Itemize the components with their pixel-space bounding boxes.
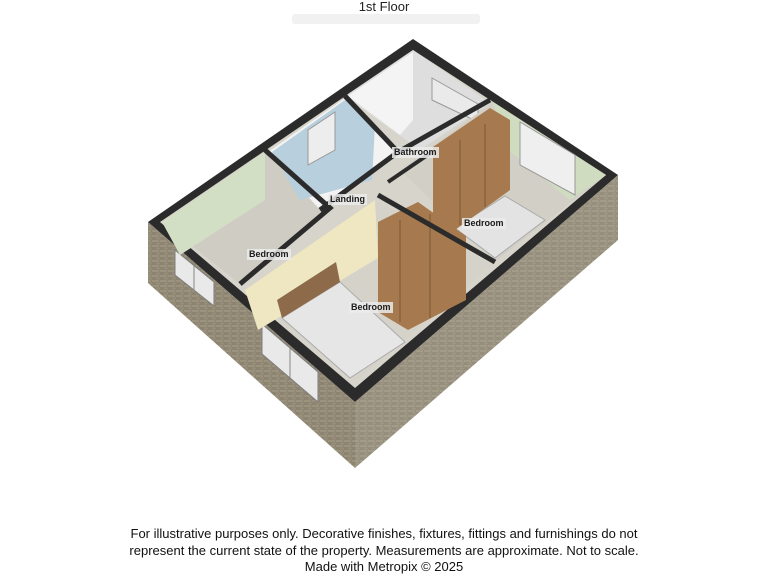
room-label-bedroom-left: Bedroom (249, 249, 289, 259)
room-label-bedroom-main: Bedroom (351, 302, 391, 312)
disclaimer (0, 526, 768, 576)
room-label-landing: Landing (330, 194, 365, 204)
room-label-bedroom-right: Bedroom (464, 218, 504, 228)
room-label-bathroom: Bathroom (394, 147, 437, 157)
disclaimer-line-3: Made with Metropix © 2025 (304, 559, 464, 574)
floor-title: 1st Floor (358, 0, 410, 14)
disclaimer-line-1: For illustrative purposes only. Decorative finishes, fixtures, fittings and furnishings do not (130, 526, 638, 541)
disclaimer-line-2: represent the current state of the property. Measurements are approximate. Not to scale. (129, 542, 639, 558)
